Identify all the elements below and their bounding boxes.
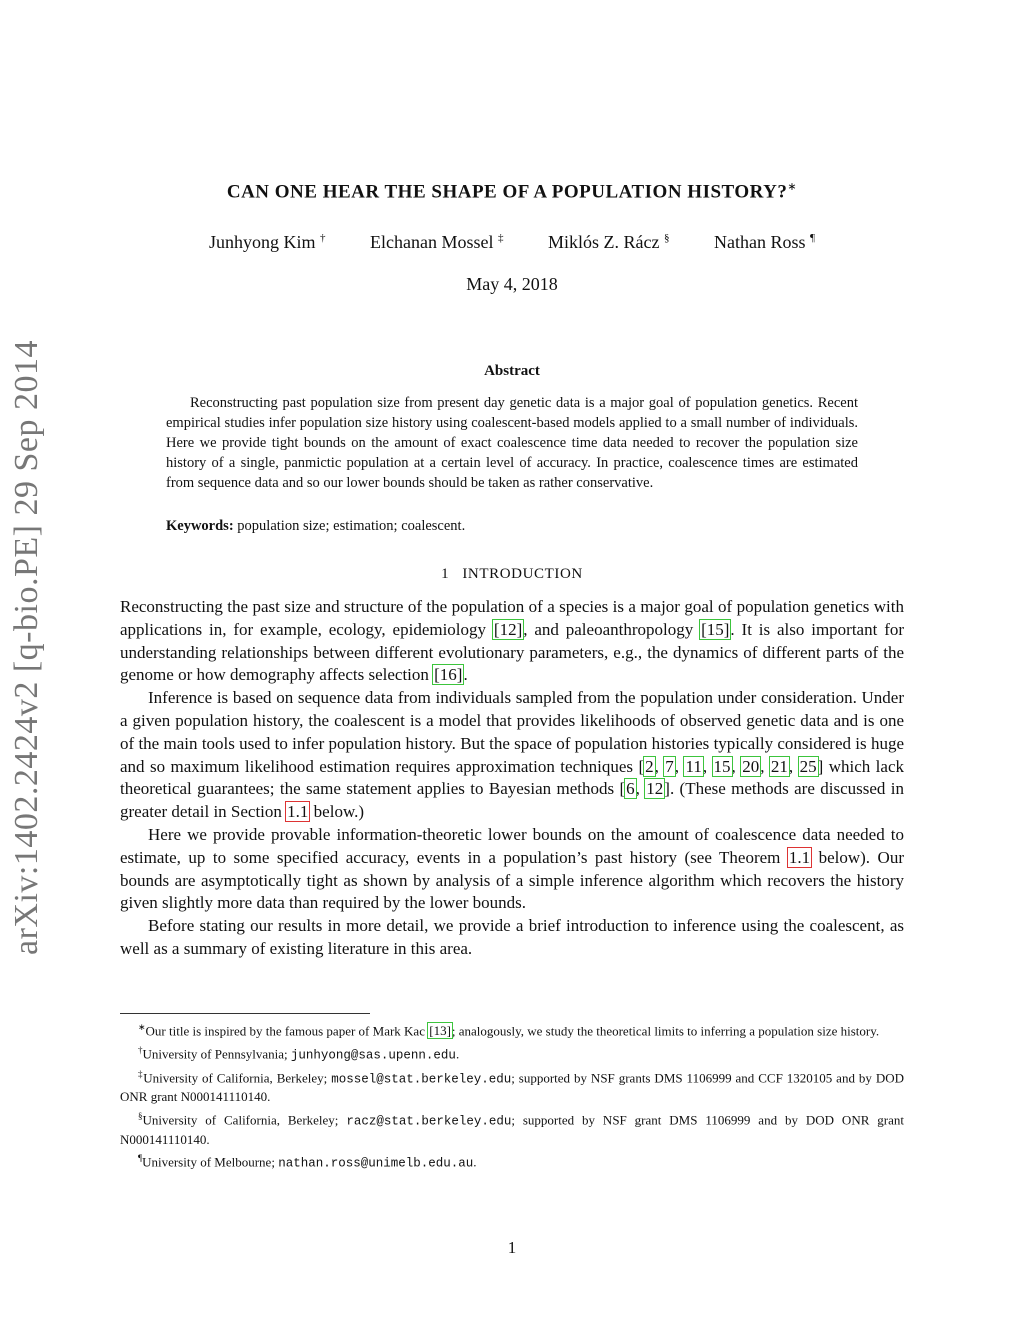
- paragraph: Reconstructing the past size and structure of the population of a species is a major goal of population genetics with applications in, for example, ecology, epidemiology [12], and paleoanthropology [15]. It is also important for understanding relationships between different evolutionary parameters, e.g., the dynamics of different parts of the genome or how demography affects selection [16].: [120, 597, 905, 685]
- email-link[interactable]: junhyong@sas.upenn.edu: [290, 1048, 456, 1063]
- author: Elchanan Mossel ‡: [370, 232, 504, 252]
- citation-link[interactable]: [13]: [429, 1023, 451, 1039]
- paper-title: [0, 180, 1024, 203]
- citation-link[interactable]: 2: [645, 756, 654, 776]
- paragraph: Before stating our results in more detail, we provide a brief introduction to inference using the coalescent, as well as a summary of existing literature in this area.: [120, 916, 904, 958]
- body-text: [120, 596, 904, 961]
- citation-link[interactable]: 15: [713, 756, 731, 776]
- citation-link[interactable]: 12: [646, 779, 664, 799]
- footnote: §University of California, Berkeley; racz@stat.berkeley.edu; supported by NSF grant DMS 1106999 and by DOD ONR grant N000141110140.: [120, 1110, 904, 1147]
- citation-link[interactable]: [16]: [434, 665, 463, 685]
- paragraph: Here we provide provable information-theoretic lower bounds on the amount of coalescence data needed to estimate, up to some specified accuracy, events in a population’s past history (see Theorem 1.1 below). Our bounds are asymptotically tight as shown by analysis of a simple inference algorithm which recovers the history given slightly more data than required by the lower bounds.: [120, 824, 904, 913]
- footnotes: [120, 1018, 904, 1173]
- email-link[interactable]: nathan.ross@unimelb.edu.au: [278, 1156, 474, 1171]
- citation-link[interactable]: 6: [626, 779, 635, 799]
- abstract-heading: Abstract: [484, 363, 540, 379]
- keywords-list: population size; estimation; coalescent.: [237, 518, 466, 534]
- citation-link[interactable]: 20: [742, 756, 760, 776]
- section-heading: [0, 566, 1024, 583]
- citation-link[interactable]: 25: [799, 756, 817, 776]
- title-footnote-mark: ∗: [787, 181, 798, 193]
- page-number: 1: [507, 1238, 517, 1257]
- citation-link[interactable]: 11: [685, 756, 702, 776]
- email-link[interactable]: racz@stat.berkeley.edu: [346, 1114, 512, 1129]
- section-title: INTRODUCTION: [462, 566, 583, 582]
- citation-link[interactable]: [15]: [701, 619, 730, 639]
- paragraph: Inference is based on sequence data from individuals sampled from the population under consideration. Under a given population history, the coalescent is a model that provides likelihoods of observed genetic data and is one of the main tools used to infer population history. But the space of population histories typically considered is huge and so maximum likelihood estimation requires approximation techniques [2, 7, 11, 15, 20, 21, 25] which lack theoretical guarantees; the same statement applies to Bayesian methods [6, 12]. (These methods are discussed in greater detail in Section 1.1 below.): [120, 688, 905, 822]
- footnote: ¶University of Melbourne; nathan.ross@unimelb.edu.au.: [138, 1153, 477, 1171]
- email-link[interactable]: mossel@stat.berkeley.edu: [331, 1071, 512, 1086]
- section-number: 1: [441, 566, 450, 582]
- paper-date: May 4, 2018: [466, 274, 558, 294]
- author-list: [0, 232, 1024, 253]
- title-text: CAN ONE HEAR THE SHAPE OF A POPULATION HISTORY?: [226, 181, 788, 203]
- footnote: †University of Pennsylvania; junhyong@sas.upenn.edu.: [138, 1044, 460, 1063]
- footnote-divider: [120, 1013, 370, 1014]
- author: Nathan Ross ¶: [713, 232, 815, 252]
- footnote: ∗Our title is inspired by the famous paper of Mark Kac [13]; analogously, we study the theoretical limits to inferring a population size history.: [138, 1022, 880, 1039]
- abstract-text: Reconstructing past population size from present day genetic data is a major goal of population genetics. Recent empirical studies infer population size history using coalescent-based models applied to a small number of individuals. Here we provide tight bounds on the amount of exact coalescence time data needed to recover the population size history of a single, panmictic population at a certain level of accuracy. In practice, coalescence times are estimated from sequence data and so our lower bounds should be taken as rather conservative.: [166, 395, 858, 491]
- author: Miklós Z. Rácz §: [548, 232, 670, 252]
- citation-link[interactable]: 21: [770, 756, 788, 776]
- section-link[interactable]: 1.1: [287, 802, 309, 822]
- footnote: ‡University of California, Berkeley; mossel@stat.berkeley.edu; supported by NSF grants DMS 1106999 and CCF 1320105 and by DOD ONR grant N000141110140.: [120, 1068, 905, 1105]
- citation-link[interactable]: 7: [665, 756, 674, 776]
- keywords-label: Keywords:: [166, 518, 234, 534]
- theorem-link[interactable]: 1.1: [788, 847, 811, 867]
- arxiv-identifier: arXiv:1402.2424v2 [q-bio.PE] 29 Sep 2014: [8, 340, 45, 955]
- keywords: [166, 518, 858, 535]
- author: Junhyong Kim †: [209, 232, 326, 252]
- citation-link[interactable]: [12]: [493, 619, 523, 639]
